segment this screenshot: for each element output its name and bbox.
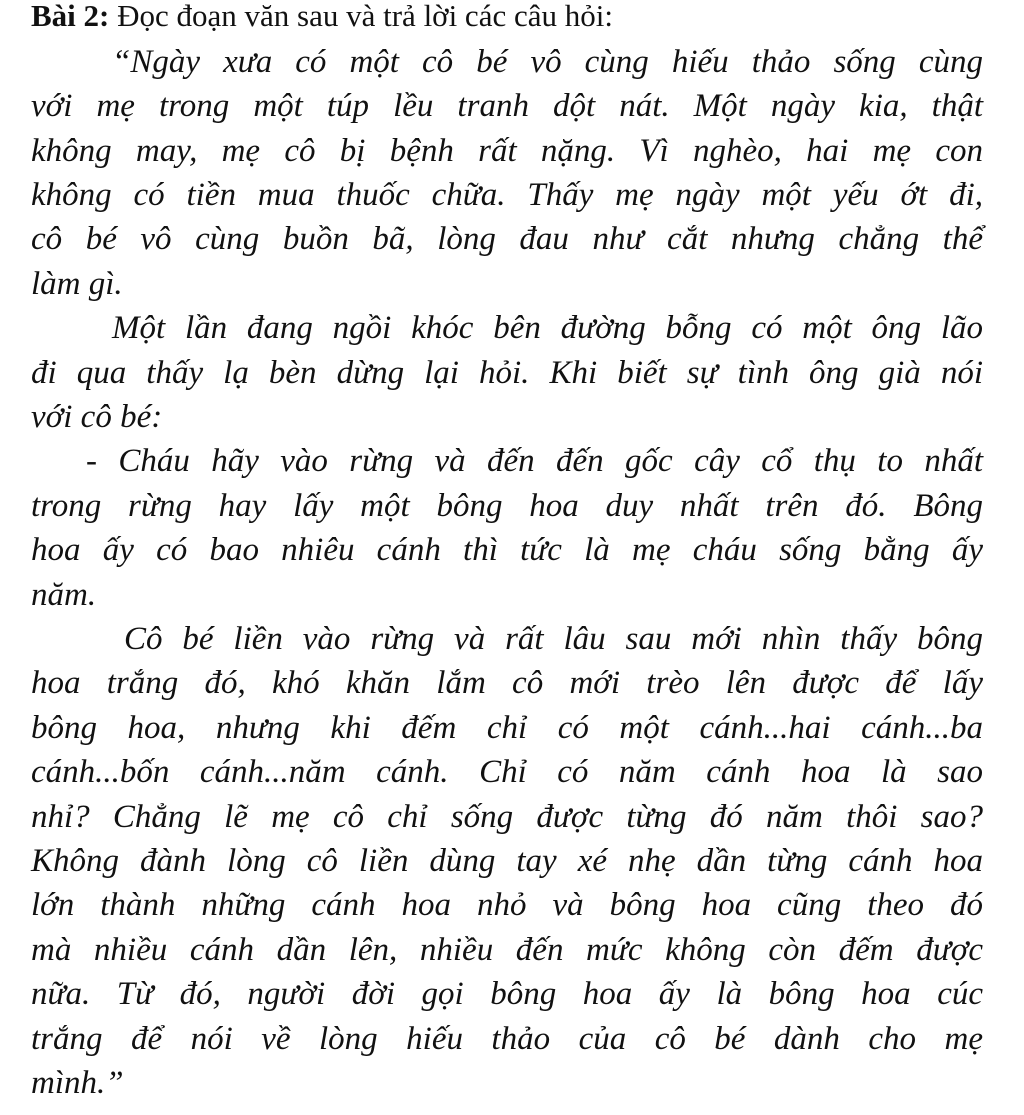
passage-line: mình.”	[31, 1065, 124, 1101]
passage-line: mà nhiều cánh dần lên, nhiều đến mức không còn đếm được	[31, 932, 983, 968]
passage-line: đi qua thấy lạ bèn dừng lại hỏi. Khi biết sự tình ông già nói	[31, 355, 983, 391]
passage-line: không có tiền mua thuốc chữa. Thấy mẹ ngày một yếu ớt đi,	[31, 177, 983, 213]
passage-line: làm gì.	[31, 266, 123, 302]
passage-line: cô bé vô cùng buồn bã, lòng đau như cắt nhưng chẳng thể	[31, 221, 983, 257]
passage-line: hoa ấy có bao nhiêu cánh thì tức là mẹ cháu sống bằng ấy	[31, 532, 983, 568]
passage-line: không may, mẹ cô bị bệnh rất nặng. Vì nghèo, hai mẹ con	[31, 133, 983, 169]
passage-line: “Ngày xưa có một cô bé vô cùng hiếu thảo sống cùng	[112, 44, 983, 80]
passage-line: nhỉ? Chẳng lẽ mẹ cô chỉ sống được từng đó năm thôi sao?	[31, 799, 983, 835]
passage-line: với cô bé:	[31, 399, 163, 435]
passage-line: Một lần đang ngồi khóc bên đường bỗng có một ông lão	[112, 310, 983, 346]
passage-line: nữa. Từ đó, người đời gọi bông hoa ấy là bông hoa cúc	[31, 976, 983, 1012]
passage-line: trong rừng hay lấy một bông hoa duy nhất trên đó. Bông	[31, 488, 983, 524]
passage-line: hoa trắng đó, khó khăn lắm cô mới trèo lên được để lấy	[31, 665, 983, 701]
passage-line: trắng để nói về lòng hiếu thảo của cô bé dành cho mẹ	[31, 1021, 983, 1057]
exercise-heading	[31, 0, 613, 34]
passage-line: Không đành lòng cô liền dùng tay xé nhẹ dần từng cánh hoa	[31, 843, 983, 879]
passage-line: - Cháu hãy vào rừng và đến đến gốc cây cổ thụ to nhất	[86, 443, 983, 479]
passage-line: cánh...bốn cánh...năm cánh. Chỉ có năm cánh hoa là sao	[31, 754, 983, 790]
exercise-instruction: Đọc đoạn văn sau và trả lời các câu hỏi:	[109, 0, 613, 33]
exercise-number: Bài 2:	[31, 0, 110, 33]
passage-line: năm.	[31, 577, 97, 613]
passage-line: lớn thành những cánh hoa nhỏ và bông hoa cũng theo đó	[31, 887, 983, 923]
passage-line: với mẹ trong một túp lều tranh dột nát. Một ngày kia, thật	[31, 88, 983, 124]
passage-line: bông hoa, nhưng khi đếm chỉ có một cánh...hai cánh...ba	[31, 710, 983, 746]
passage-line: Cô bé liền vào rừng và rất lâu sau mới nhìn thấy bông	[124, 621, 983, 657]
